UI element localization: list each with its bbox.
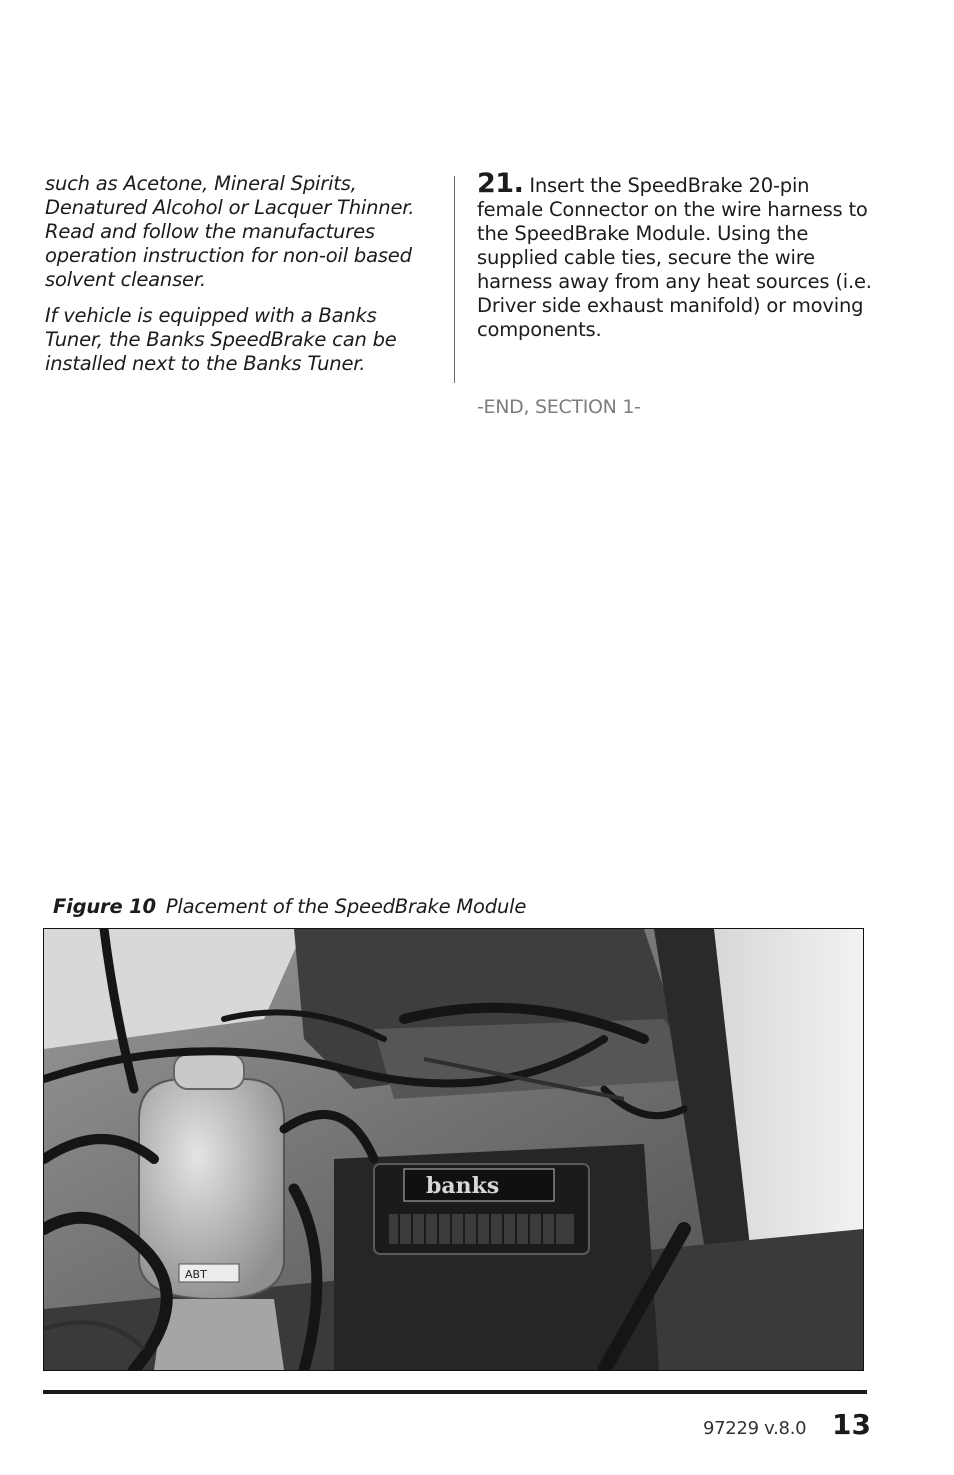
engine-bay-photo — [43, 928, 864, 1371]
page-number: 13 — [832, 1408, 871, 1441]
step-number: 21. — [477, 168, 524, 199]
step-text: Insert the SpeedBrake 20-pin female Connector on the wire harness to the SpeedBrake Module. Using the supplied cable ties, secure the wire harness away from any heat sources (i.e. Driver side exhaust manifold) or moving components. — [477, 174, 872, 341]
paragraph-banks-tuner: If vehicle is equipped with a Banks Tuner, the Banks SpeedBrake can be installed next to the Banks Tuner. — [45, 304, 397, 375]
paragraph-solvent-cleanser: such as Acetone, Mineral Spirits, Denatured Alcohol or Lacquer Thinner. Read and follow the manufactures operation instruction for non-oil based solvent cleanser. — [45, 172, 415, 291]
figure-label: Figure 10 — [53, 895, 156, 918]
end-section-note: -END, SECTION 1- — [477, 396, 641, 418]
left-column — [45, 172, 440, 388]
module-brand-label: banks — [426, 1173, 500, 1199]
figure-caption — [53, 895, 526, 918]
footer-rule — [43, 1390, 867, 1394]
figure-caption-text: Placement of the SpeedBrake Module — [165, 895, 527, 918]
reservoir-tag-label: ABT — [185, 1268, 207, 1281]
step-21 — [477, 168, 877, 342]
column-divider — [454, 176, 455, 383]
document-number: 97229 v.8.0 — [703, 1418, 807, 1439]
right-column — [477, 168, 877, 342]
